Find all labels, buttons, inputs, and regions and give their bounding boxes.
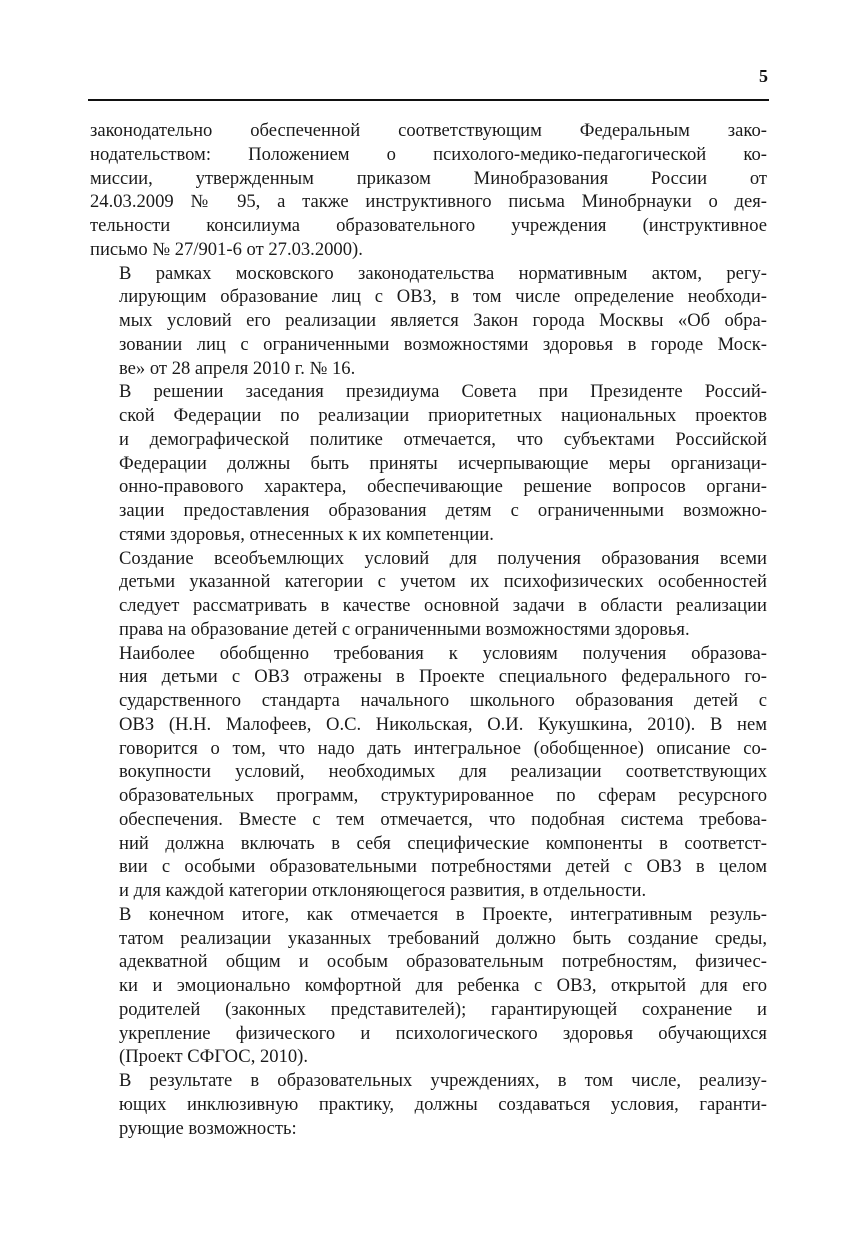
text-line: зовании лиц с ограниченными возможностями здоровья в городе Моск- — [119, 333, 767, 355]
text-line: письмо № 27/901-6 от 27.03.2000). — [90, 238, 363, 260]
text-line: права на образование детей с ограниченными возможностями здоровья. — [119, 618, 690, 640]
text-line: 24.03.2009 № 95, а также инструктивного письма Минобрнауки о дея- — [90, 191, 767, 213]
text-line: сударственного стандарта начального школьного образования детей с — [119, 690, 767, 711]
text-line: стями здоровья, отнесенных к их компетенции. — [119, 523, 494, 545]
text-line: образовательных программ, структурированное по сферам ресурсного — [119, 785, 767, 806]
text-line: вокупности условий, необходимых для реализации соответствующих — [119, 761, 767, 783]
text-line: татом реализации указанных требований должно быть создание среды, — [119, 927, 767, 949]
text-line: Наиболее обобщенно требования к условиям получения образова- — [119, 642, 767, 664]
text-line: законодательно обеспеченной соответствующим Федеральным зако- — [90, 120, 767, 141]
text-line: Федерации должны быть приняты исчерпывающие меры организаци- — [119, 452, 767, 474]
text-line: укрепление физического и психологического здоровья обучающихся — [119, 1022, 767, 1044]
text-line: лирующим образование лиц с ОВЗ, в том числе определение необходи- — [119, 286, 767, 308]
text-line: Создание всеобъемлющих условий для получения образования всеми — [119, 547, 767, 569]
text-line: тельности консилиума образовательного учреждения (инструктивное — [90, 215, 767, 236]
text-line: ющих инклюзивную практику, должны создаваться условия, гаранти- — [119, 1093, 767, 1115]
paragraph — [90, 903, 767, 1069]
text-line: говорится о том, что надо дать интегральное (обобщенное) описание со- — [119, 737, 767, 759]
header-rule — [88, 99, 769, 101]
paragraph — [90, 380, 767, 546]
paragraph — [90, 642, 767, 903]
text-line: зации предоставления образования детям с ограниченными возможно- — [119, 500, 767, 521]
text-line: В конечном итоге, как отмечается в Проекте, интегративным резуль- — [119, 903, 767, 925]
text-line: ве» от 28 апреля 2010 г. № 16. — [119, 357, 356, 379]
paragraph — [90, 262, 767, 381]
text-line: детьми указанной категории с учетом их психофизических особенностей — [119, 571, 767, 593]
text-line: родителей (законных представителей); гарантирующей сохранение и — [119, 998, 767, 1020]
paragraph — [90, 1069, 767, 1140]
body-text — [90, 119, 767, 1140]
text-line: ний должна включать в себя специфические компоненты в соответст- — [119, 832, 767, 854]
text-line: ки и эмоционально комфортной для ребенка с ОВЗ, открытой для его — [119, 975, 767, 996]
text-line: В решении заседания президиума Совета при Президенте Россий- — [119, 381, 767, 403]
text-line: В результате в образовательных учреждениях, в том числе, реализу- — [119, 1070, 767, 1091]
text-line: и для каждой категории отклоняющегося развития, в отдельности. — [119, 880, 647, 901]
text-line: и демографической политике отмечается, что субъектами Российской — [119, 428, 767, 450]
text-line: ОВЗ (Н.Н. Малофеев, О.С. Никольская, О.И. Кукушкина, 2010). В нем — [119, 713, 767, 735]
text-line: рующие возможность: — [119, 1117, 297, 1139]
text-line: нодательством: Положением о психолого-медико-педагогической ко- — [90, 143, 767, 165]
text-line: миссии, утвержденным приказом Минобразования России от — [90, 167, 767, 189]
text-line: ской Федерации по реализации приоритетных национальных проектов — [119, 405, 767, 426]
text-line: вии с особыми образовательными потребностями детей с ОВЗ в целом — [119, 856, 767, 878]
text-line: (Проект СФГОС, 2010). — [119, 1046, 309, 1068]
text-line: обеспечения. Вместе с тем отмечается, что подобная система требова- — [119, 808, 767, 830]
paragraph — [90, 547, 767, 642]
text-line: адекватной общим и особым образовательным потребностям, физичес- — [119, 951, 767, 973]
text-line: мых условий его реализации является Закон города Москвы «Об обра- — [119, 310, 767, 331]
text-line: ния детьми с ОВЗ отражены в Проекте специального федерального го- — [119, 666, 767, 688]
page-number: 5 — [759, 66, 768, 86]
text-line: следует рассматривать в качестве основной задачи в области реализации — [119, 595, 767, 616]
paragraph — [90, 119, 767, 262]
text-line: В рамках московского законодательства нормативным актом, регу- — [119, 262, 767, 284]
text-line: онно-правового характера, обеспечивающие решение вопросов органи- — [119, 476, 767, 498]
